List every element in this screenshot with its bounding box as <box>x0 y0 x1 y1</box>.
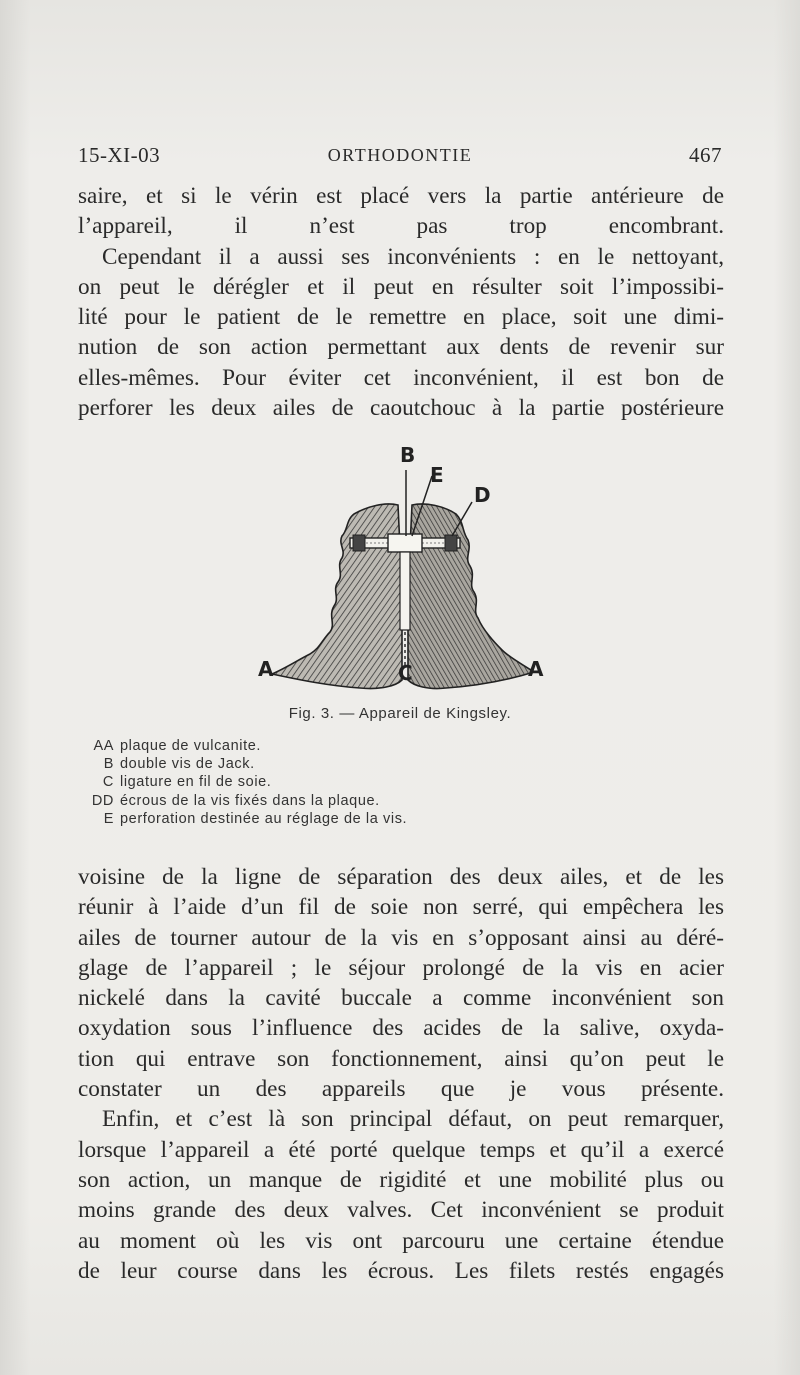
text-line: l’appareil, il n’est pas trop encombrant. <box>78 213 724 240</box>
label-d: D <box>474 483 491 507</box>
text-line: réunir à l’aide d’un fil de soie non serré, qui empêchera les <box>78 894 724 921</box>
page-number: 467 <box>689 143 722 167</box>
legend-key: B <box>103 756 114 773</box>
text-line: elles-mêmes. Pour éviter cet inconvénient, il est bon de <box>78 364 724 391</box>
legend-row <box>78 737 407 755</box>
label-a-right: A <box>528 657 544 681</box>
text-line: saire, et si le vérin est placé vers la partie antérieure de <box>78 183 724 209</box>
legend-text: écrous de la vis fixés dans la plaque. <box>120 792 380 809</box>
text-line: constater un des appareils que je vous présente. <box>78 1076 724 1103</box>
header-title: ORTHODONTIE <box>327 145 473 165</box>
text-line: glage de l’appareil ; le séjour prolongé de la vis en acier <box>78 954 724 981</box>
label-e: E <box>430 463 444 487</box>
figure-kingsley-appliance <box>250 440 560 710</box>
text-line: Enfin, et c’est là son principal défaut, on peut remarquer, <box>102 1106 724 1133</box>
text-line: lorsque l’appareil a été porté quelque temps et qu’il a exercé <box>78 1136 724 1163</box>
figure-legend <box>78 737 407 828</box>
legend-row <box>78 792 407 810</box>
text-line: lité pour le patient de le remettre en place, soit une dimi- <box>78 304 724 331</box>
legend-text: plaque de vulcanite. <box>120 738 261 754</box>
label-a-left: A <box>258 657 274 681</box>
legend-key: E <box>103 810 114 827</box>
text-line: de leur course dans les écrous. Les filets restés engagés <box>78 1257 724 1284</box>
legend-key: DD <box>91 792 114 809</box>
text-line: nickelé dans la cavité buccale a comme inconvénient son <box>78 985 724 1012</box>
left-wing <box>272 504 402 689</box>
text-line: oxydation sous l’influence des acides de la salive, oxyda- <box>78 1015 724 1042</box>
legend-text: double vis de Jack. <box>120 756 255 773</box>
text-line: on peut le dérégler et il peut en résulter soit l’impossibi- <box>78 273 724 300</box>
paragraph-block-bottom <box>78 862 724 1286</box>
legend-row <box>78 755 407 773</box>
label-b: B <box>400 443 416 467</box>
legend-row <box>78 810 407 828</box>
label-c: C <box>398 661 413 685</box>
text-line: nution de son action permettant aux dents de revenir sur <box>78 334 724 361</box>
header-date: 15-XI-03 <box>78 143 161 167</box>
text-line: voisine de la ligne de séparation des deux ailes, et de les <box>78 864 724 890</box>
text-line: ailes de tourner autour de la vis en s’opposant ainsi au déré- <box>78 924 724 951</box>
legend-key: AA <box>93 738 114 754</box>
text-line: son action, un manque de rigidité et une mobilité plus ou <box>78 1166 724 1193</box>
paragraph-block-top <box>78 181 724 423</box>
legend-row <box>78 773 407 791</box>
right-wing <box>408 504 534 689</box>
legend-text: perforation destinée au réglage de la vis. <box>120 810 408 827</box>
central-bar <box>400 552 410 630</box>
text-line: moins grande des deux valves. Cet inconvénient se produit <box>78 1197 724 1224</box>
text-line: tion qui entrave son fonctionnement, ainsi qu’on peut le <box>78 1045 724 1072</box>
running-head <box>78 143 722 173</box>
figure-caption: Fig. 3. — Appareil de Kingsley. <box>288 705 512 722</box>
text-line: perforer les deux ailes de caoutchouc à la partie postérieure <box>78 395 724 422</box>
text-line: Cependant il a aussi ses inconvénients : en le nettoyant, <box>102 243 724 270</box>
legend-text: ligature en fil de soie. <box>120 774 272 791</box>
text-line: au moment où les vis ont parcouru une certaine étendue <box>78 1227 724 1254</box>
legend-key: C <box>102 774 114 791</box>
